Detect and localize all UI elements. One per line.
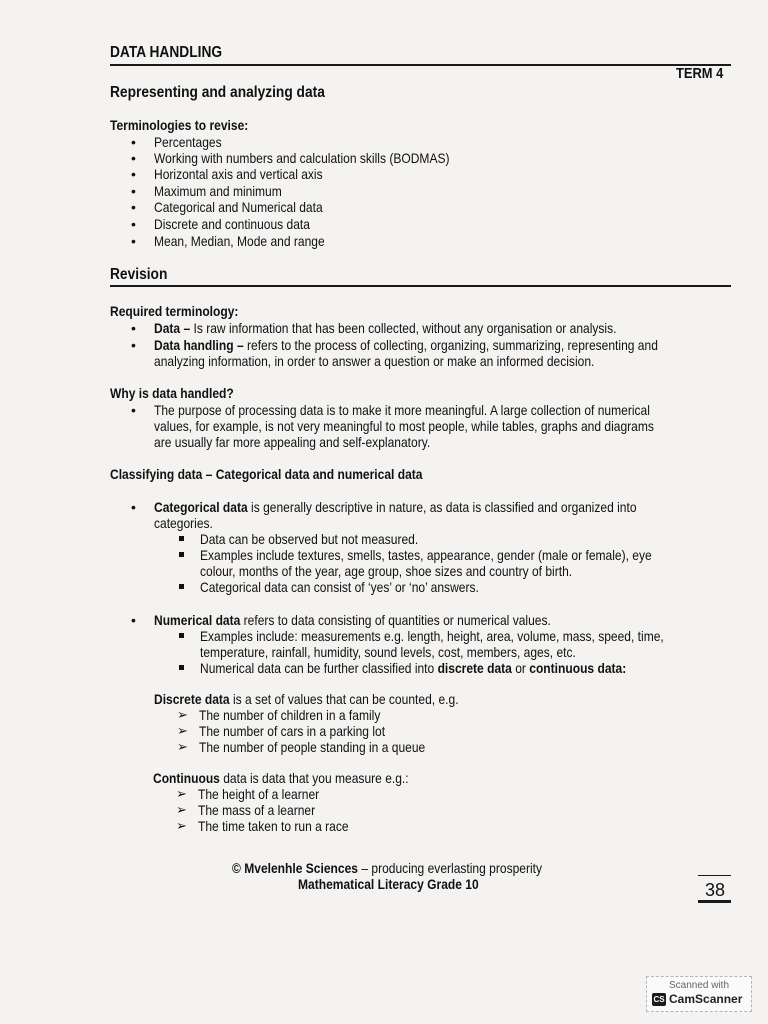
square-bullet-icon xyxy=(179,584,184,589)
sub-item: Examples include: measurements e.g. length, height, area, volume, mass, speed, time, xyxy=(200,628,664,644)
bullet-icon: • xyxy=(131,166,136,182)
list-item: Working with numbers and calculation skills (BODMAS) xyxy=(154,150,450,166)
bullet-icon: • xyxy=(131,150,136,166)
camscanner-watermark xyxy=(646,976,752,1012)
list-item: Mean, Median, Mode and range xyxy=(154,233,325,249)
term-discrete-ref: discrete data xyxy=(437,660,512,676)
page-number-rule-bottom xyxy=(698,900,731,903)
term-discrete-def: is a set of values that can be counted, e.g. xyxy=(229,691,459,707)
sub-item-cont: colour, months of the year, age group, shoe sizes and country of birth. xyxy=(200,563,573,579)
term-data: Data – xyxy=(154,320,194,336)
why-heading: Why is data handled? xyxy=(110,385,234,401)
continuous-def xyxy=(153,770,409,786)
bullet-icon: • xyxy=(131,183,136,199)
camscanner-logo-icon: CS xyxy=(653,995,665,1004)
list-item: Percentages xyxy=(154,134,222,150)
bullet-icon: • xyxy=(131,337,136,353)
term-data-handling-def: refers to the process of collecting, organizing, summarizing, representing and xyxy=(246,337,658,353)
numerical-def xyxy=(154,612,551,628)
sub-item-text: or xyxy=(511,660,530,676)
required-heading: Required terminology: xyxy=(110,303,239,319)
term-data-handling: Data handling – xyxy=(154,337,247,353)
term-numerical-def: refers to data consisting of quantities or numerical values. xyxy=(240,612,551,628)
example-item: The time taken to run a race xyxy=(198,818,349,834)
term-categorical: Categorical data xyxy=(154,499,248,515)
example-item: The number of cars in a parking lot xyxy=(199,723,386,739)
sub-item: Categorical data can consist of ‘yes’ or ‘no’ answers. xyxy=(200,579,479,595)
sub-item-text: Numerical data can be further classified into xyxy=(200,660,438,676)
bullet-icon: • xyxy=(131,199,136,215)
footer-brand: © Mvelenhle Sciences xyxy=(232,860,358,876)
example-item: The mass of a learner xyxy=(198,802,316,818)
term-data-def: Is raw information that has been collected, without any organisation or analysis. xyxy=(193,320,617,336)
arrow-bullet-icon: ➢ xyxy=(177,723,188,738)
watermark-brand: CamScanner xyxy=(669,992,743,1006)
revision-rule xyxy=(110,285,731,287)
sub-item-cont: temperature, rainfall, humidity, sound levels, cost, members, ages, etc. xyxy=(200,644,576,660)
page-number-rule-top xyxy=(698,875,731,876)
term-continuous-ref: continuous data: xyxy=(529,660,627,676)
sub-item: Data can be observed but not measured. xyxy=(200,531,419,547)
example-item: The number of people standing in a queue xyxy=(199,739,426,755)
revision-heading: Revision xyxy=(110,266,168,283)
bullet-icon: • xyxy=(131,320,136,336)
term-continuous-def: data is data that you measure e.g.: xyxy=(219,770,409,786)
why-text-line: are usually far more appealing and self-explanatory. xyxy=(154,434,431,450)
bullet-icon: • xyxy=(131,233,136,249)
bullet-icon: • xyxy=(131,216,136,232)
footer-tagline: – producing everlasting prosperity xyxy=(357,860,543,876)
definition-data-handling-cont: analyzing information, in order to answer a question or make an informed decision. xyxy=(154,353,595,369)
why-text-line: The purpose of processing data is to make it more meaningful. A large collection of numerical xyxy=(154,402,650,418)
list-item: Horizontal axis and vertical axis xyxy=(154,166,323,182)
arrow-bullet-icon: ➢ xyxy=(176,818,187,833)
discrete-def xyxy=(154,691,459,707)
list-item: Discrete and continuous data xyxy=(154,216,310,232)
page-number: 38 xyxy=(705,880,726,900)
bullet-icon: • xyxy=(131,612,136,628)
list-item: Maximum and minimum xyxy=(154,183,282,199)
categorical-def xyxy=(154,499,637,515)
section-heading: Representing and analyzing data xyxy=(110,84,325,101)
arrow-bullet-icon: ➢ xyxy=(176,802,187,817)
square-bullet-icon xyxy=(179,633,184,638)
terms-heading: Terminologies to revise: xyxy=(110,117,249,133)
example-item: The height of a learner xyxy=(198,786,320,802)
arrow-bullet-icon: ➢ xyxy=(177,707,188,722)
definition-data xyxy=(154,320,616,336)
square-bullet-icon xyxy=(179,665,184,670)
bullet-icon: • xyxy=(131,499,136,515)
arrow-bullet-icon: ➢ xyxy=(177,739,188,754)
definition-data-handling xyxy=(154,337,658,353)
term-categorical-def: is generally descriptive in nature, as data is classified and organized into xyxy=(247,499,637,515)
footer-copyright xyxy=(232,860,542,876)
classify-heading: Classifying data – Categorical data and numerical data xyxy=(110,466,423,482)
square-bullet-icon xyxy=(179,552,184,557)
sub-item: Examples include textures, smells, tastes, appearance, gender (male or female), eye xyxy=(200,547,652,563)
header-rule xyxy=(110,64,731,66)
term-label: TERM 4 xyxy=(676,65,724,82)
bullet-icon: • xyxy=(131,402,136,418)
example-item: The number of children in a family xyxy=(199,707,381,723)
arrow-bullet-icon: ➢ xyxy=(176,786,187,801)
term-discrete: Discrete data xyxy=(154,691,230,707)
footer-subject: Mathematical Literacy Grade 10 xyxy=(298,876,479,892)
why-text-line: values, for example, is not very meaningful to most people, while tables, graphs and diagrams xyxy=(154,418,654,434)
watermark-caption: Scanned with xyxy=(668,980,730,991)
sub-item xyxy=(200,660,626,676)
list-item: Categorical and Numerical data xyxy=(154,199,323,215)
header-title: DATA HANDLING xyxy=(110,44,223,61)
bullet-icon: • xyxy=(131,134,136,150)
term-numerical: Numerical data xyxy=(154,612,241,628)
term-continuous: Continuous xyxy=(153,770,220,786)
categorical-def-cont: categories. xyxy=(154,515,213,531)
square-bullet-icon xyxy=(179,536,184,541)
